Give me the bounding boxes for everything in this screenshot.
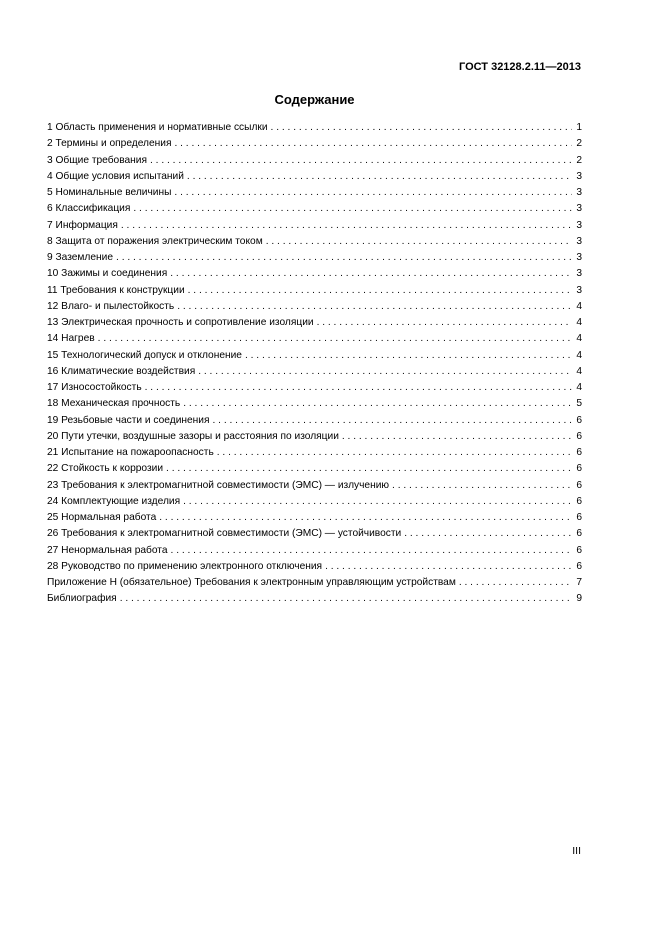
toc-dot-leader bbox=[183, 494, 572, 510]
toc-entry-label: 15 Технологический допуск и отклонение bbox=[47, 349, 242, 361]
toc-dot-leader bbox=[342, 429, 572, 445]
toc-entry-page: 6 bbox=[576, 512, 582, 523]
toc-entry-label: 17 Износостойкость bbox=[47, 382, 142, 393]
toc-dot-leader bbox=[183, 396, 572, 412]
toc-entry[interactable] bbox=[47, 348, 582, 364]
toc-dot-leader bbox=[392, 478, 572, 494]
toc-entry-label: 8 Защита от поражения электрическим током bbox=[47, 235, 263, 247]
toc-entry-label: 18 Механическая прочность bbox=[47, 398, 181, 410]
toc-entry-label: 14 Нагрев bbox=[47, 333, 95, 345]
toc-entry-page: 6 bbox=[576, 430, 582, 442]
toc-entry[interactable] bbox=[47, 380, 582, 396]
toc-entry[interactable] bbox=[47, 299, 582, 315]
toc-entry-page: 2 bbox=[576, 138, 582, 150]
toc-entry[interactable] bbox=[47, 185, 582, 201]
toc-entry-page: 2 bbox=[576, 154, 582, 166]
toc-dot-leader bbox=[271, 120, 573, 136]
toc-dot-leader bbox=[120, 591, 573, 607]
toc-entry[interactable] bbox=[47, 494, 582, 510]
toc-entry-label: 9 Заземление bbox=[47, 252, 114, 263]
toc-entry[interactable] bbox=[47, 478, 582, 494]
toc-entry-page: 4 bbox=[576, 365, 582, 377]
toc-entry[interactable] bbox=[47, 315, 582, 331]
toc-entry-label: 23 Требования к электромагнитной совместимости (ЭМС) — излучению bbox=[47, 479, 390, 491]
toc-entry-label: 10 Зажимы и соединения bbox=[47, 268, 168, 280]
toc-entry-page: 4 bbox=[576, 317, 582, 328]
toc-entry-page: 4 bbox=[576, 349, 582, 361]
toc-entry-label: 27 Ненормальная работа bbox=[47, 544, 168, 556]
toc-entry[interactable] bbox=[47, 543, 582, 559]
toc-entry[interactable] bbox=[47, 266, 582, 282]
toc-entry-label: 26 Требования к электромагнитной совместимости (ЭМС) — устойчивости bbox=[47, 528, 402, 540]
toc-entry-page: 4 bbox=[576, 333, 582, 345]
toc-dot-leader bbox=[213, 413, 573, 429]
toc-dot-leader bbox=[150, 153, 572, 169]
page-number: III bbox=[572, 845, 581, 857]
toc-entry[interactable] bbox=[47, 120, 582, 136]
toc-entry-label: 3 Общие требования bbox=[47, 154, 148, 166]
toc-entry[interactable] bbox=[47, 429, 582, 445]
toc-dot-leader bbox=[98, 331, 573, 347]
toc-dot-leader bbox=[245, 348, 572, 364]
toc-entry-page: 6 bbox=[576, 479, 582, 491]
toc-entry[interactable] bbox=[47, 575, 582, 591]
toc-entry-label: 19 Резьбовые части и соединения bbox=[47, 414, 210, 426]
toc-entry-label: 24 Комплектующие изделия bbox=[47, 495, 181, 507]
toc-entry-label: 13 Электрическая прочность и сопротивление изоляции bbox=[47, 317, 314, 328]
toc-title: Содержание bbox=[274, 92, 355, 107]
toc-dot-leader bbox=[177, 299, 572, 315]
toc-entry-label: Приложение Н (обязательное) Требования к электронным управляющим устройствам bbox=[47, 577, 456, 588]
toc-entry[interactable] bbox=[47, 510, 582, 526]
toc-entry[interactable] bbox=[47, 364, 582, 380]
toc-entry-label: Библиография bbox=[47, 593, 117, 605]
toc-entry[interactable] bbox=[47, 136, 582, 152]
toc-entry-page: 6 bbox=[576, 560, 582, 572]
toc-entry-label: 2 Термины и определения bbox=[47, 138, 172, 150]
toc-entry-label: 25 Нормальная работа bbox=[47, 512, 157, 523]
toc-entry-label: 7 Информация bbox=[47, 219, 118, 231]
toc-entry[interactable] bbox=[47, 234, 582, 250]
toc-dot-leader bbox=[404, 526, 572, 542]
toc-entry[interactable] bbox=[47, 169, 582, 185]
toc-entry-page: 6 bbox=[576, 528, 582, 540]
toc-dot-leader bbox=[325, 559, 572, 575]
toc-dot-leader bbox=[459, 575, 572, 591]
toc-dot-leader bbox=[145, 380, 573, 396]
toc-dot-leader bbox=[266, 234, 573, 250]
toc-dot-leader bbox=[116, 250, 572, 266]
toc-entry-label: 16 Климатические воздействия bbox=[47, 365, 196, 377]
document-code: ГОСТ 32128.2.11—2013 bbox=[458, 61, 581, 73]
toc-entry[interactable] bbox=[47, 526, 582, 542]
toc-list bbox=[47, 120, 582, 608]
toc-entry-label: 28 Руководство по применению электронного отключения bbox=[47, 560, 323, 572]
toc-entry[interactable] bbox=[47, 218, 582, 234]
toc-entry-page: 3 bbox=[576, 252, 582, 263]
toc-entry-page: 6 bbox=[576, 495, 582, 507]
toc-entry-page: 6 bbox=[576, 544, 582, 556]
toc-entry[interactable] bbox=[47, 445, 582, 461]
toc-entry-page: 3 bbox=[576, 203, 582, 215]
toc-dot-leader bbox=[174, 185, 572, 201]
toc-dot-leader bbox=[170, 266, 572, 282]
toc-entry-label: 22 Стойкость к коррозии bbox=[47, 463, 164, 475]
toc-dot-leader bbox=[217, 445, 573, 461]
toc-entry-page: 3 bbox=[576, 284, 582, 296]
toc-entry-page: 4 bbox=[576, 300, 582, 312]
toc-dot-leader bbox=[166, 461, 572, 477]
toc-entry[interactable] bbox=[47, 331, 582, 347]
toc-entry[interactable] bbox=[47, 201, 582, 217]
toc-entry-page: 3 bbox=[576, 187, 582, 198]
toc-entry-label: 6 Классификация bbox=[47, 203, 131, 215]
toc-entry-page: 3 bbox=[576, 268, 582, 280]
toc-entry-page: 1 bbox=[576, 122, 582, 133]
toc-entry[interactable] bbox=[47, 153, 582, 169]
toc-dot-leader bbox=[174, 136, 572, 152]
toc-entry-page: 4 bbox=[576, 382, 582, 393]
toc-dot-leader bbox=[171, 543, 573, 559]
toc-dot-leader bbox=[121, 218, 572, 234]
toc-dot-leader bbox=[187, 169, 572, 185]
toc-dot-leader bbox=[159, 510, 572, 526]
toc-dot-leader bbox=[133, 201, 572, 217]
toc-entry[interactable] bbox=[47, 250, 582, 266]
toc-entry-page: 6 bbox=[576, 463, 582, 475]
toc-entry-page: 3 bbox=[576, 170, 582, 182]
toc-entry-page: 7 bbox=[576, 577, 582, 588]
toc-entry[interactable] bbox=[47, 591, 582, 607]
toc-entry-label: 20 Пути утечки, воздушные зазоры и расстояния по изоляции bbox=[47, 430, 339, 442]
toc-entry-label: 1 Область применения и нормативные ссылки bbox=[47, 122, 268, 133]
toc-entry-page: 6 bbox=[576, 447, 582, 458]
toc-entry-label: 11 Требования к конструкции bbox=[47, 284, 185, 296]
toc-entry-page: 5 bbox=[576, 398, 582, 410]
toc-entry-label: 12 Влаго- и пылестойкость bbox=[47, 300, 175, 312]
toc-entry-label: 21 Испытание на пожароопасность bbox=[47, 447, 214, 458]
toc-dot-leader bbox=[198, 364, 572, 380]
toc-entry[interactable] bbox=[47, 283, 582, 299]
toc-dot-leader bbox=[317, 315, 573, 331]
toc-entry-page: 6 bbox=[576, 414, 582, 426]
toc-entry-page: 9 bbox=[576, 593, 582, 605]
toc-entry-page: 3 bbox=[576, 219, 582, 231]
toc-entry-label: 5 Номинальные величины bbox=[47, 187, 172, 198]
toc-dot-leader bbox=[188, 283, 573, 299]
toc-entry-label: 4 Общие условия испытаний bbox=[47, 170, 184, 182]
toc-entry[interactable] bbox=[47, 396, 582, 412]
toc-entry[interactable] bbox=[47, 413, 582, 429]
toc-entry-page: 3 bbox=[576, 235, 582, 247]
toc-entry[interactable] bbox=[47, 461, 582, 477]
toc-entry[interactable] bbox=[47, 559, 582, 575]
